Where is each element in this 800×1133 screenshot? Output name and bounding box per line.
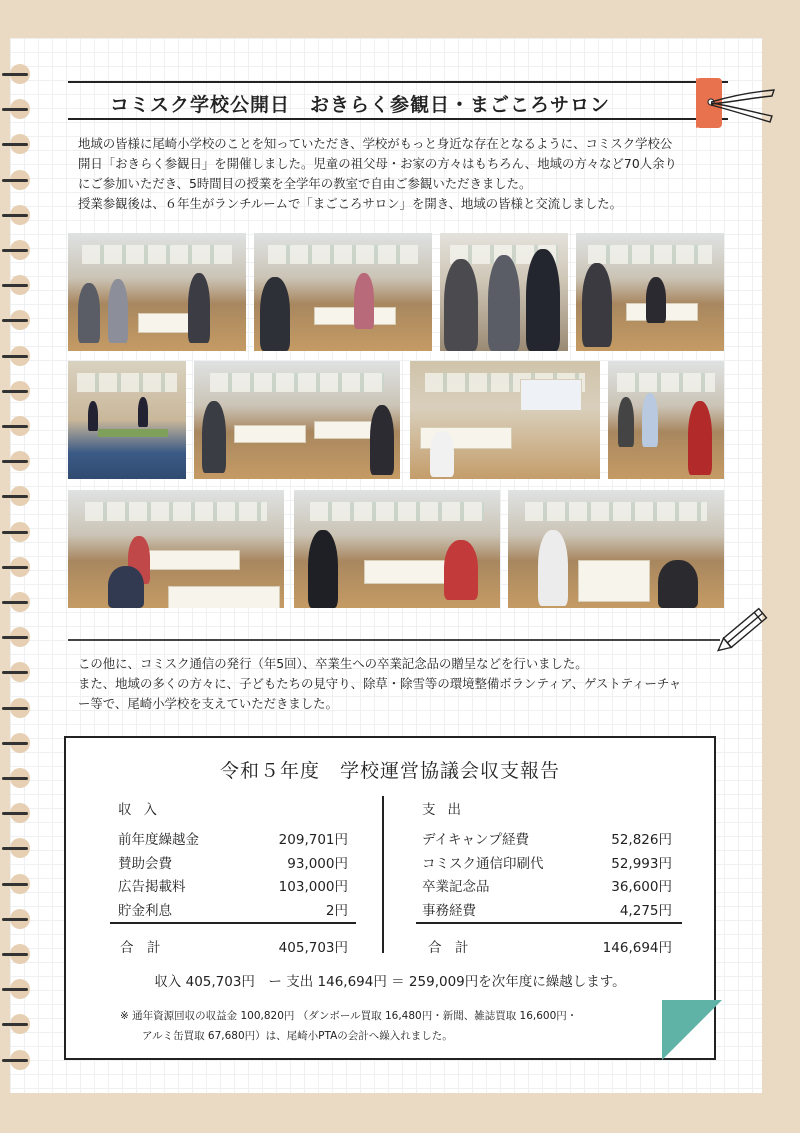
footnote-line: アルミ缶買取 67,680円）は、尾崎小PTAの会計へ繰入れました。 (142, 1030, 453, 1042)
expense-label: 事務経費 (422, 902, 476, 919)
column-divider (382, 796, 384, 953)
note-line: この他に、コミスク通信の発行（年5回）、卒業生への卒業記念品の贈呈などを行いました。 (78, 656, 588, 671)
intro-text (78, 134, 738, 214)
expense-header: 支出 (422, 802, 473, 818)
expense-row (422, 899, 672, 923)
expense-label: デイキャンプ経費 (422, 832, 530, 848)
binding-ring (2, 838, 36, 858)
binding-ring (2, 134, 36, 154)
expense-total-rule (416, 922, 682, 924)
binding-ring (2, 627, 36, 647)
photo-salon-tables-1 (68, 490, 284, 608)
binding-ring (2, 416, 36, 436)
income-amount: 209,701円 (278, 832, 348, 848)
photo-classroom-visit-3 (440, 233, 568, 351)
income-label: 貯金利息 (118, 902, 172, 919)
photo-classroom-visit-4 (576, 233, 724, 351)
income-total-row (118, 936, 348, 960)
section-rule (68, 639, 720, 641)
binding-ring (2, 381, 36, 401)
paperclip-tag-icon (696, 76, 776, 128)
binding-ring (2, 979, 36, 999)
binding-ring (2, 698, 36, 718)
binding-ring (2, 909, 36, 929)
title-rule-top (68, 81, 728, 83)
expense-amount: 36,600円 (611, 879, 672, 896)
binding-ring (2, 1014, 36, 1034)
income-row (118, 852, 348, 876)
income-label: 広告掲載料 (118, 879, 186, 896)
binding-ring (2, 733, 36, 753)
binding-ring (2, 205, 36, 225)
binding-ring (2, 803, 36, 823)
photo-classroom-visit-5 (194, 361, 400, 479)
expense-amount: 52,993円 (611, 855, 672, 872)
photo-lunch-room-presentation (410, 361, 600, 479)
binding-ring (2, 346, 36, 366)
binding-ring (2, 170, 36, 190)
balance-summary: 収入 405,703円 ー 支出 146,694円 ＝ 259,009円を次年度に繰越します。 (154, 974, 626, 990)
photo-gym-class (68, 361, 186, 479)
binding-ring (2, 1050, 36, 1070)
note-line: ー等で、尾崎小学校を支えていただきました。 (78, 696, 338, 711)
income-label: 前年度繰越金 (118, 832, 199, 848)
income-header: 収入 (118, 802, 169, 818)
income-row (118, 828, 348, 852)
binding-ring (2, 662, 36, 682)
income-label: 賛助会費 (118, 855, 172, 872)
binding-ring (2, 486, 36, 506)
expense-label: 卒業記念品 (422, 879, 490, 896)
binding-ring (2, 64, 36, 84)
binding-ring (2, 768, 36, 788)
income-amount: 103,000円 (278, 879, 348, 896)
expense-row (422, 828, 672, 852)
income-amount: 2円 (325, 902, 348, 919)
expense-column (422, 798, 672, 960)
photo-collage (68, 233, 724, 613)
binding-ring (2, 240, 36, 260)
photo-salon-tables-3 (508, 490, 724, 608)
binding-ring (2, 874, 36, 894)
income-total-amount: 405,703円 (278, 940, 348, 957)
expense-row (422, 875, 672, 899)
expense-label: コミスク通信印刷代 (422, 855, 544, 872)
notebook-page (10, 38, 762, 1093)
intro-line: にご参加いただき、5時間目の授業を全学年の教室で自由ご参観いただきました。 (78, 176, 532, 191)
activities-text (78, 654, 738, 714)
income-amount: 93,000円 (287, 855, 348, 872)
pencil-icon (710, 598, 780, 658)
folded-corner-icon (662, 1000, 722, 1060)
income-total-rule (110, 922, 356, 924)
expense-amount: 4,275円 (619, 902, 672, 919)
footnote (120, 1006, 680, 1046)
binding-ring (2, 592, 36, 612)
expense-total-row (422, 936, 672, 960)
binding-ring (2, 557, 36, 577)
photo-classroom-visit-2 (254, 233, 432, 351)
expense-total-label: 合 計 (428, 940, 469, 957)
binding-ring (2, 275, 36, 295)
intro-line: 開日「おきらく参観日」を開催しました。児童の祖父母・お家の方々はもちろん、地域の方々など70人余り (78, 156, 677, 171)
income-row (118, 875, 348, 899)
expense-row (422, 852, 672, 876)
binding-ring (2, 944, 36, 964)
binding-ring (2, 99, 36, 119)
income-row (118, 899, 348, 923)
income-total-label: 合 計 (120, 940, 161, 957)
photo-lunch-room-stage (608, 361, 724, 479)
note-line: また、地域の多くの方々に、子どもたちの見守り、除草・除雪等の環境整備ボランティア、ゲストティーチャ (78, 676, 682, 691)
budget-report-box (64, 736, 716, 1060)
expense-total-amount: 146,694円 (602, 940, 672, 957)
binding-ring (2, 451, 36, 471)
footnote-line: ※ 通年資源回収の収益金 100,820円 （ダンボール買取 16,480円・新聞、雑誌買取 16,600円・ (120, 1010, 578, 1022)
title-rule-bottom (68, 118, 728, 120)
intro-line: 授業参観後は、６年生がランチルームで「まごころサロン」を開き、地域の皆様と交流しました。 (78, 196, 623, 211)
intro-line: 地域の皆様に尾崎小学校のことを知っていただき、学校がもっと身近な存在となるように、コミスク学校公 (78, 136, 673, 151)
report-title: 令和５年度 学校運営協議会収支報告 (219, 760, 560, 782)
photo-classroom-visit-1 (68, 233, 246, 351)
photo-salon-tables-2 (294, 490, 500, 608)
income-column (118, 798, 348, 960)
binding-ring (2, 310, 36, 330)
page-title: コミスク学校公開日 おきらく参観日・まごころサロン (110, 94, 611, 116)
binding-ring (2, 522, 36, 542)
expense-amount: 52,826円 (611, 832, 672, 848)
